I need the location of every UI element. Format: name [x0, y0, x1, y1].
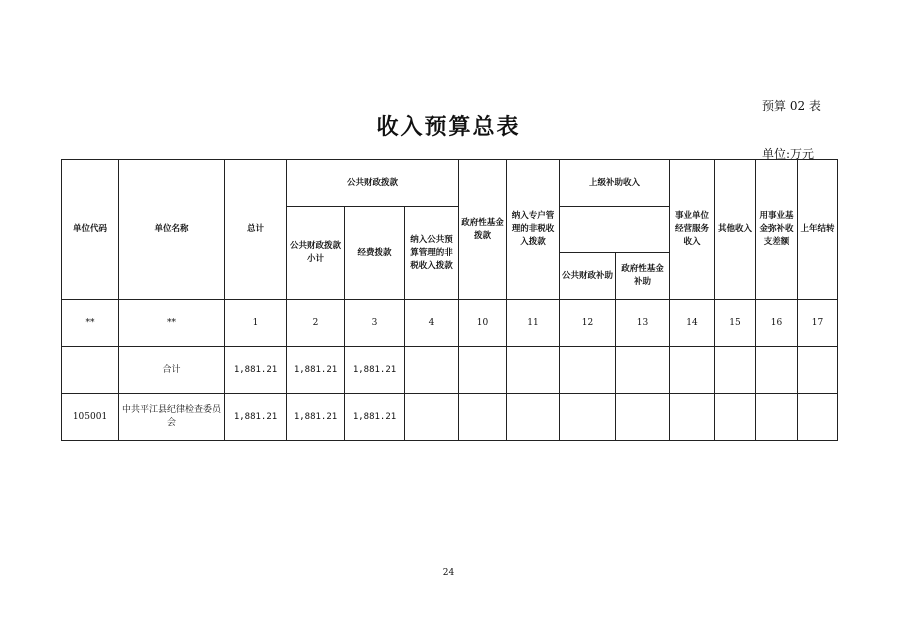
cell-unit-name: 合计	[119, 347, 225, 394]
cell-unit-code	[62, 347, 119, 394]
index-row	[62, 300, 838, 347]
cell-empty	[405, 394, 459, 441]
cell-empty	[715, 347, 756, 394]
unit-label: 单位:万元	[762, 147, 815, 161]
table-row	[62, 347, 838, 394]
index-cell: 11	[507, 300, 560, 347]
header-special-nontax: 纳入专户管理的非税收入拨款	[507, 160, 560, 300]
header-gov-fund-subsidy: 政府性基金补助	[616, 253, 670, 300]
cell-empty	[798, 394, 838, 441]
header-gov-fund: 政府性基金拨款	[459, 160, 507, 300]
header-operating-funds: 经费拨款	[345, 207, 405, 300]
cell-empty	[798, 347, 838, 394]
cell-empty	[507, 347, 560, 394]
index-cell: 17	[798, 300, 838, 347]
header-business-income: 事业单位经营服务收入	[670, 160, 715, 300]
header-unit-name: 单位名称	[119, 160, 225, 300]
cell-empty	[616, 394, 670, 441]
cell-empty	[756, 347, 798, 394]
index-cell: 2	[287, 300, 345, 347]
cell-empty	[560, 347, 616, 394]
index-cell: 12	[560, 300, 616, 347]
cell-public-finance-subtotal: 1,881.21	[287, 347, 345, 394]
index-cell: 3	[345, 300, 405, 347]
header-superior-subsidy: 上级补助收入	[560, 160, 670, 207]
header-public-finance-subsidy: 公共财政补助	[560, 253, 616, 300]
cell-unit-code: 105001	[62, 394, 119, 441]
cell-empty	[715, 394, 756, 441]
header-other-income: 其他收入	[715, 160, 756, 300]
cell-empty	[670, 347, 715, 394]
header-unit-code: 单位代码	[62, 160, 119, 300]
page-number: 24	[442, 568, 455, 578]
cell-total: 1,881.21	[225, 347, 287, 394]
income-budget-table	[61, 159, 838, 441]
header-carryover: 上年结转	[798, 160, 838, 300]
cell-empty	[459, 394, 507, 441]
header-non-tax-in-budget: 纳入公共预算管理的非税收入拨款	[405, 207, 459, 300]
index-cell: 14	[670, 300, 715, 347]
cell-empty	[670, 394, 715, 441]
index-cell: 1	[225, 300, 287, 347]
cell-empty	[756, 394, 798, 441]
cell-operating-funds: 1,881.21	[345, 394, 405, 441]
header-public-finance: 公共财政拨款	[287, 160, 459, 207]
page-title: 收入预算总表	[376, 115, 521, 140]
cell-public-finance-subtotal: 1,881.21	[287, 394, 345, 441]
cell-empty	[560, 394, 616, 441]
cell-empty	[507, 394, 560, 441]
index-cell: 16	[756, 300, 798, 347]
cell-unit-name: 中共平江县纪律检查委员会	[119, 394, 225, 441]
cell-empty	[459, 347, 507, 394]
cell-operating-funds: 1,881.21	[345, 347, 405, 394]
form-number: 预算 02 表	[762, 99, 821, 113]
index-cell: 4	[405, 300, 459, 347]
cell-empty	[405, 347, 459, 394]
header-fund-offset: 用事业基金弥补收支差额	[756, 160, 798, 300]
index-cell: 15	[715, 300, 756, 347]
header-spacer	[560, 207, 670, 253]
cell-empty	[616, 347, 670, 394]
table-row	[62, 394, 838, 441]
header-total: 总计	[225, 160, 287, 300]
cell-total: 1,881.21	[225, 394, 287, 441]
index-cell: 10	[459, 300, 507, 347]
index-cell: **	[119, 300, 225, 347]
header-public-finance-subtotal: 公共财政拨款小计	[287, 207, 345, 300]
index-cell: 13	[616, 300, 670, 347]
index-cell: **	[62, 300, 119, 347]
